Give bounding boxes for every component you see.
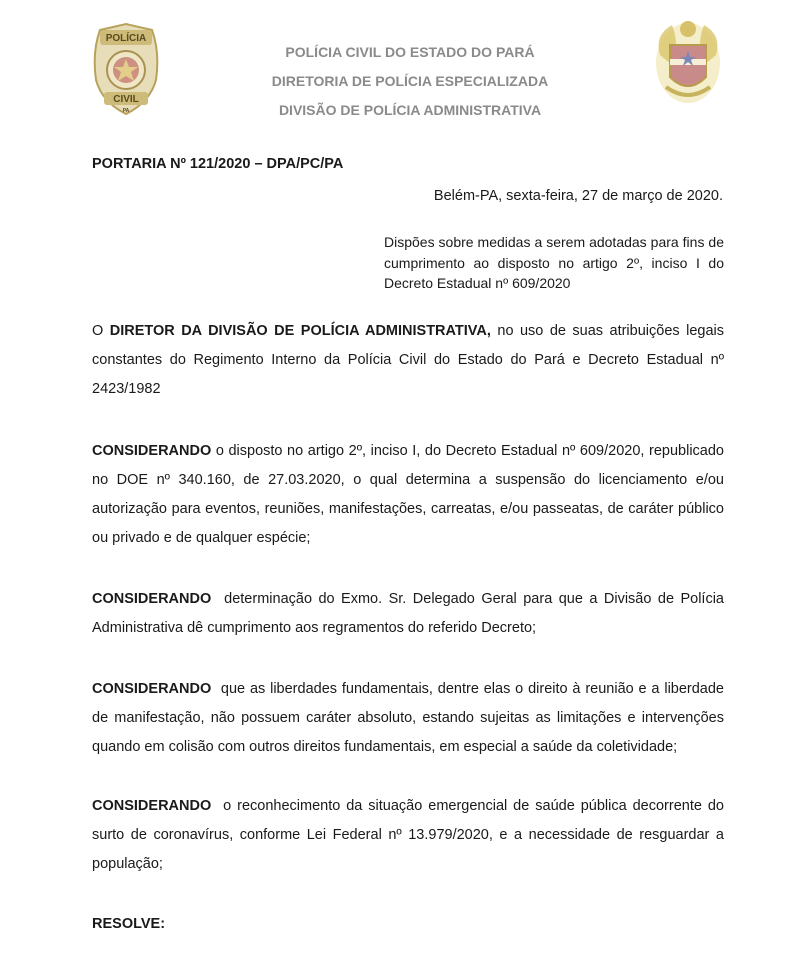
considerando-text: que as liberdades fundamentais, dentre elas o direito à reunião e a liberdade de manifestação, não possuem caráter absoluto, estando sujeitas as limitações e intervenções quando em colisão com outros direitos fundamentais, em especial a saúde da coletividade; xyxy=(92,681,729,755)
considerando-label: CONSIDERANDO xyxy=(92,443,212,459)
considerando-text: determinação do Exmo. Sr. Delegado Geral para que a Divisão de Polícia Administrativa dê cumprimento aos regramentos do referido Decreto; xyxy=(92,591,728,636)
considerando-text: o disposto no artigo 2º, inciso I, do Decreto Estadual nº 609/2020, republicado no DOE nº 340.160, de 27.03.2020, o qual determina a suspensão do licenciamento e/ou autorização para eventos, reuniões, manifestações, carreatas, e/ou passeatas, de caráter público ou privado e de qualquer espécie; xyxy=(92,443,724,546)
intro-lead: O xyxy=(92,323,110,339)
considerando-paragraph xyxy=(92,792,729,879)
header-line-1: POLÍCIA CIVIL DO ESTADO DO PARÁ xyxy=(285,44,535,60)
para-coat-of-arms-icon xyxy=(652,15,724,107)
badge-state-text: PA xyxy=(122,108,130,114)
portaria-number: PORTARIA Nº 121/2020 – DPA/PC/PA xyxy=(92,156,344,172)
considerando-text: o reconhecimento da situação emergencial de saúde pública decorrente do surto de coronavírus, conforme Lei Federal nº 13.979/2020, e a necessidade de resguardar a população; xyxy=(92,798,729,872)
badge-top-text: POLÍCIA xyxy=(105,33,147,44)
intro-bold: DIRETOR DA DIVISÃO DE POLÍCIA ADMINISTRATIVA, xyxy=(109,323,491,339)
intro-paragraph xyxy=(92,317,724,404)
considerando-label: CONSIDERANDO xyxy=(92,681,212,697)
date-line: Belém-PA, sexta-feira, 27 de março de 2020. xyxy=(433,188,723,204)
considerando-label: CONSIDERANDO xyxy=(92,591,212,607)
badge-bottom-text: CIVIL xyxy=(113,94,139,105)
policia-civil-badge-icon xyxy=(90,22,162,116)
document-header xyxy=(200,38,620,125)
ementa: Dispões sobre medidas a serem adotadas para fins de cumprimento ao disposto no artigo 2º, inciso I do Decreto Estadual nº 609/2020 xyxy=(384,234,724,291)
header-line-2: DIRETORIA DE POLÍCIA ESPECIALIZADA xyxy=(271,73,549,89)
considerando-label: CONSIDERANDO xyxy=(92,798,212,814)
intro-rest: no uso de suas atribuições legais constantes do Regimento Interno da Polícia Civil do Estado do Pará e Decreto Estadual nº 2423/1982 xyxy=(92,323,724,397)
considerando-paragraph xyxy=(92,585,728,643)
considerando-paragraph xyxy=(92,675,729,762)
resolve-heading: RESOLVE: xyxy=(92,916,166,932)
header-line-3: DIVISÃO DE POLÍCIA ADMINISTRATIVA xyxy=(278,102,542,118)
considerando-paragraph xyxy=(92,437,724,553)
